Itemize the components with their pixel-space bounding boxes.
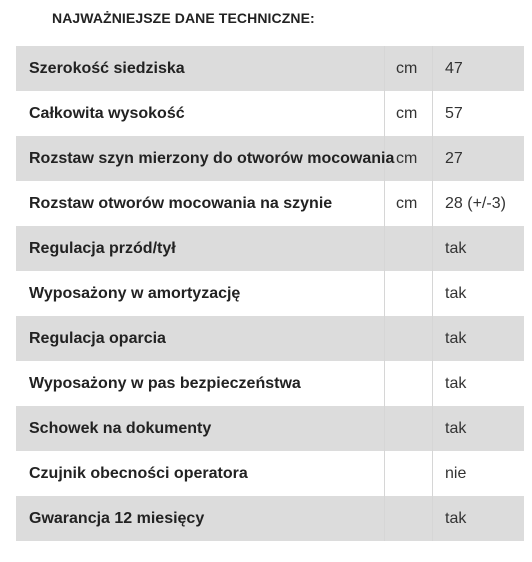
spec-row (16, 226, 524, 271)
spec-label: Czujnik obecności operatora (16, 451, 385, 496)
spec-row (16, 361, 524, 406)
spec-value: tak (433, 226, 524, 271)
spec-label: Wyposażony w amortyzację (16, 271, 385, 316)
spec-unit: cm (385, 46, 433, 91)
spec-row (16, 136, 524, 181)
spec-value: tak (433, 496, 524, 541)
spec-value: 27 (433, 136, 524, 181)
spec-row (16, 181, 524, 226)
spec-label: Rozstaw szyn mierzony do otworów mocowania (16, 136, 385, 181)
spec-unit: cm (385, 181, 433, 226)
spec-label: Gwarancja 12 miesięcy (16, 496, 385, 541)
spec-table (16, 46, 524, 541)
spec-row (16, 271, 524, 316)
spec-value: tak (433, 316, 524, 361)
spec-label: Wyposażony w pas bezpieczeństwa (16, 361, 385, 406)
spec-value: 57 (433, 91, 524, 136)
spec-row (16, 91, 524, 136)
spec-row (16, 406, 524, 451)
spec-row (16, 496, 524, 541)
spec-unit: cm (385, 91, 433, 136)
spec-unit (385, 226, 433, 271)
spec-value: nie (433, 451, 524, 496)
spec-label: Całkowita wysokość (16, 91, 385, 136)
spec-row (16, 46, 524, 91)
spec-unit (385, 451, 433, 496)
spec-value: tak (433, 271, 524, 316)
spec-value: tak (433, 406, 524, 451)
spec-unit (385, 406, 433, 451)
spec-unit (385, 271, 433, 316)
spec-unit (385, 316, 433, 361)
spec-label: Rozstaw otworów mocowania na szynie (16, 181, 385, 226)
spec-label: Szerokość siedziska (16, 46, 385, 91)
spec-value: 28 (+/-3) (433, 181, 524, 226)
spec-label: Schowek na dokumenty (16, 406, 385, 451)
spec-label: Regulacja przód/tył (16, 226, 385, 271)
spec-row (16, 316, 524, 361)
spec-label: Regulacja oparcia (16, 316, 385, 361)
spec-heading: NAJWAŻNIEJSZE DANE TECHNICZNE: (52, 10, 315, 26)
spec-value: 47 (433, 46, 524, 91)
spec-row (16, 451, 524, 496)
spec-value: tak (433, 361, 524, 406)
spec-unit (385, 361, 433, 406)
spec-unit (385, 496, 433, 541)
spec-table-body (16, 46, 524, 541)
spec-unit: cm (385, 136, 433, 181)
